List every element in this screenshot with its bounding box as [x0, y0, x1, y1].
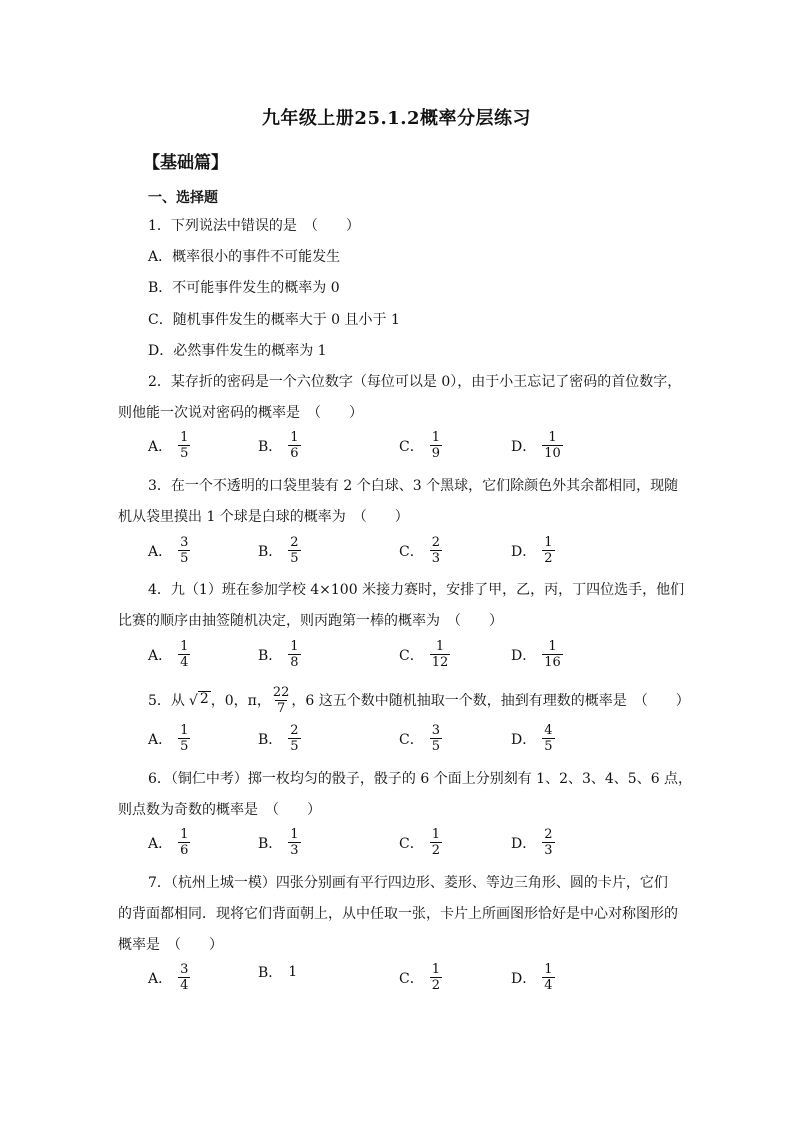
option-label: B． [258, 835, 283, 852]
fraction-numerator: 3 [180, 535, 189, 550]
option-fraction [288, 639, 300, 670]
question-6-option-b [258, 827, 301, 858]
question-5-option-b [258, 723, 301, 754]
question-7-option-a [148, 962, 190, 993]
option-label: D． [511, 970, 537, 987]
fraction-numerator: 1 [435, 639, 445, 654]
option-label: C． [399, 835, 424, 852]
fraction-denominator: 4 [180, 655, 189, 670]
fraction-denominator: 5 [431, 739, 440, 754]
question-3-option-c [399, 535, 442, 566]
option-fraction [178, 962, 190, 993]
fraction-denominator: 2 [544, 551, 553, 566]
question-6-option-d [511, 827, 555, 858]
question-6-stem-line-2: 则点数为奇数的概率是 （ ） [118, 802, 321, 818]
option-label: C． [399, 543, 424, 560]
fraction-denominator: 3 [431, 551, 440, 566]
option-label: B． [258, 731, 283, 748]
sqrt-radicand: 2 [199, 690, 209, 707]
option-fraction [288, 723, 300, 754]
fraction-numerator: 1 [548, 639, 557, 654]
option-label: B． [258, 647, 283, 664]
option-fraction [288, 430, 300, 461]
fraction-denominator: 8 [290, 655, 299, 670]
question-3-stem-line-2: 机从袋里摸出 1 个球是白球的概率为 （ ） [118, 509, 409, 525]
question-7-stem-line-2: 的背面都相同．现将它们背面朝上，从中任取一张，卡片上所画图形恰好是中心对称图形的 [118, 906, 678, 922]
option-fraction [288, 827, 300, 858]
option-fraction [288, 535, 300, 566]
option-label: A． [148, 647, 173, 664]
question-1-option-b: B．不可能事件发生的概率为 0 [148, 280, 340, 296]
fraction-denominator: 16 [544, 655, 561, 670]
fraction-numerator: 22 [272, 685, 290, 700]
question-1-option-d: D．必然事件发生的概率为 1 [148, 343, 327, 359]
question-5-stem [148, 685, 690, 716]
question-4-stem-line-1: 4．九（1）班在参加学校 4×100 米接力赛时，安排了甲，乙，丙，丁四位选手，他们 [148, 582, 685, 598]
question-6-option-c [399, 827, 442, 858]
fraction-denominator: 12 [431, 655, 449, 670]
fraction-numerator: 1 [544, 535, 553, 550]
option-label: B． [258, 543, 283, 560]
option-label: C． [399, 731, 424, 748]
option-label: D． [511, 438, 537, 455]
fraction-numerator: 2 [544, 827, 553, 842]
fraction-numerator: 1 [180, 639, 189, 654]
fraction-numerator: 3 [431, 723, 440, 738]
option-fraction [430, 827, 442, 858]
option-fraction [178, 723, 190, 754]
fraction-denominator: 7 [277, 701, 286, 716]
question-3-option-a [148, 535, 190, 566]
question-7-option-d [511, 962, 555, 993]
option-label: D． [511, 647, 537, 664]
option-value: 1 [288, 964, 298, 980]
option-fraction [430, 723, 442, 754]
option-label: C． [399, 438, 424, 455]
question-3-option-d [511, 535, 555, 566]
question-7-stem-line-3: 概率是 （ ） [118, 937, 223, 953]
fraction-denominator: 6 [290, 446, 299, 461]
fraction-numerator: 2 [290, 535, 299, 550]
fraction-denominator: 10 [544, 446, 561, 461]
question-5-fraction [271, 685, 292, 716]
question-4-stem-line-2: 比赛的顺序由抽签随机决定，则丙跑第一棒的概率为 （ ） [118, 613, 503, 629]
question-2-stem-line-1: 2．某存折的密码是一个六位数字（每位可以是 0），由于小王忘记了密码的首位数字， [148, 374, 682, 390]
question-6-option-a [148, 827, 190, 858]
question-7-option-b [258, 962, 297, 982]
option-fraction [178, 535, 190, 566]
question-2-option-d [511, 430, 563, 461]
question-5-middle: ，0，π， [210, 692, 271, 709]
option-fraction [178, 639, 190, 670]
question-1-stem: 1．下列说法中错误的是 （ ） [148, 218, 360, 234]
question-5-option-c [399, 723, 442, 754]
sqrt-expression [189, 691, 211, 711]
fraction-denominator: 5 [180, 551, 189, 566]
option-fraction [178, 827, 190, 858]
option-label: C． [399, 647, 424, 664]
question-1-option-c: C．随机事件发生的概率大于 0 且小于 1 [148, 312, 400, 328]
fraction-denominator: 5 [290, 551, 299, 566]
option-label: A． [148, 731, 173, 748]
fraction-numerator: 1 [180, 430, 189, 445]
subsection-heading: 一、选择题 [148, 190, 218, 206]
option-label: A． [148, 438, 173, 455]
section-heading: 【基础篇】 [143, 153, 228, 173]
question-5-option-a [148, 723, 190, 754]
fraction-numerator: 1 [290, 639, 299, 654]
option-fraction [542, 639, 563, 670]
option-label: D． [511, 731, 537, 748]
fraction-denominator: 5 [180, 446, 189, 461]
fraction-numerator: 1 [290, 430, 299, 445]
option-label: D． [511, 835, 537, 852]
fraction-denominator: 5 [290, 739, 299, 754]
option-fraction [542, 962, 554, 993]
question-4-option-a [148, 639, 190, 670]
fraction-denominator: 3 [544, 843, 553, 858]
option-fraction [430, 639, 451, 670]
option-fraction [542, 535, 554, 566]
fraction-numerator: 1 [431, 962, 440, 977]
question-2-option-a [148, 430, 190, 461]
fraction-numerator: 1 [548, 430, 557, 445]
option-label: A． [148, 543, 173, 560]
fraction-numerator: 1 [180, 723, 189, 738]
question-2-stem-line-2: 则他能一次说对密码的概率是 （ ） [118, 405, 363, 421]
fraction-denominator: 9 [431, 446, 440, 461]
fraction-numerator: 1 [290, 827, 299, 842]
fraction-denominator: 2 [431, 978, 440, 993]
option-label: A． [148, 970, 173, 987]
question-6-stem-line-1: 6．（铜仁中考）掷一枚均匀的骰子，骰子的 6 个面上分别刻有 1、2、3、4、5、6 点， [148, 771, 693, 787]
fraction-numerator: 4 [544, 723, 553, 738]
fraction-numerator: 3 [180, 962, 189, 977]
fraction-denominator: 3 [290, 843, 299, 858]
sqrt-sign: √ [188, 692, 198, 709]
question-2-option-b [258, 430, 301, 461]
option-label: C． [399, 970, 424, 987]
option-fraction [542, 827, 554, 858]
question-4-option-b [258, 639, 301, 670]
question-4-option-d [511, 639, 563, 670]
question-4-option-c [399, 639, 450, 670]
option-fraction [430, 535, 442, 566]
question-7-option-c [399, 962, 442, 993]
fraction-denominator: 2 [431, 843, 440, 858]
fraction-numerator: 2 [431, 535, 440, 550]
fraction-numerator: 1 [544, 962, 553, 977]
fraction-denominator: 6 [180, 843, 189, 858]
option-label: A． [148, 835, 173, 852]
fraction-denominator: 5 [544, 739, 553, 754]
question-2-option-c [399, 430, 442, 461]
option-label: D． [511, 543, 537, 560]
option-fraction [430, 430, 442, 461]
fraction-numerator: 1 [180, 827, 189, 842]
fraction-denominator: 4 [180, 978, 189, 993]
option-fraction [542, 430, 563, 461]
question-3-option-b [258, 535, 301, 566]
option-label: B． [258, 965, 283, 981]
question-7-stem-line-1: 7．（杭州上城一模）四张分别画有平行四边形、菱形、等边三角形、圆的卡片，它们 [148, 875, 668, 891]
option-label: B． [258, 438, 283, 455]
question-5-option-d [511, 723, 555, 754]
fraction-numerator: 1 [431, 430, 440, 445]
option-fraction [178, 430, 190, 461]
option-fraction [542, 723, 554, 754]
question-5-prefix: 5．从 [148, 692, 185, 709]
question-3-stem-line-1: 3．在一个不透明的口袋里装有 2 个白球、3 个黑球，它们除颜色外其余都相同，现随 [148, 478, 679, 494]
page-title: 九年级上册25.1.2概率分层练习 [261, 108, 532, 129]
fraction-numerator: 2 [290, 723, 299, 738]
option-fraction [430, 962, 442, 993]
question-5-suffix: ，6 这五个数中随机抽取一个数，抽到有理数的概率是 （ ） [291, 692, 690, 709]
fraction-denominator: 4 [544, 978, 553, 993]
question-1-option-a: A．概率很小的事件不可能发生 [148, 249, 341, 265]
fraction-denominator: 5 [180, 739, 189, 754]
fraction-numerator: 1 [431, 827, 440, 842]
